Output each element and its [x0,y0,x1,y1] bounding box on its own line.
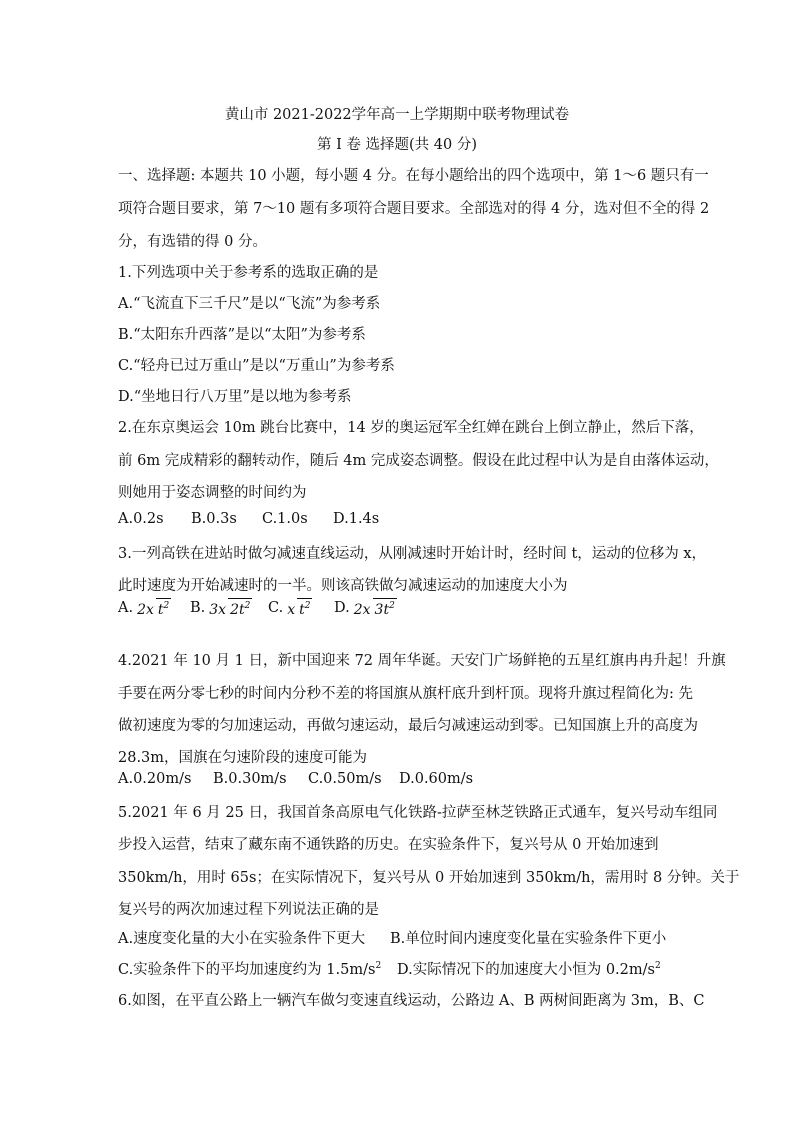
question-1-stem: 1.下列选项中关于参考系的选取正确的是 [118,265,379,281]
fraction: 2x $3t^2$ [352,598,397,618]
question-5-stem: 复兴号的两次加速过程下列说法正确的是 [118,902,379,918]
question-3-options [118,598,397,618]
fraction: 2x $t^2$ [135,598,171,618]
question-5-option-c: C.实验条件下的平均加速度约为 $1.5m/s^2$ [118,961,382,978]
instruction-line: 分，有选错的得 0 分。 [118,234,267,250]
exam-title: 黄山市 2021-2022学年高一上学期期中联考物理试卷 [224,107,570,123]
question-3-option-c: C. x $t^2$ [268,599,311,618]
question-5-option-a: A.速度变化量的大小在实验条件下更大 [118,931,366,947]
instruction-line: 项符合题目要求，第 7～10 题有多项符合题目要求。全部选对的得 4 分，选对但不全的得 2 [118,201,710,217]
question-5-stem: 350km/h，用时 65s；在实际情况下，复兴号从 0 开始加速到 350km/h，需用时 8 分钟。关于 [118,870,740,886]
question-2-stem: 2.在东京奥运会 10m 跳台比赛中，14 岁的奥运冠军全红婵在跳台上倒立静止，然后下落， [118,420,704,436]
question-2-stem: 则她用于姿态调整的时间约为 [118,485,307,501]
question-5-stem: 5.2021 年 6 月 25 日，我国首条高原电气化铁路-拉萨至林芝铁路正式通车，复兴号动车组同 [118,805,718,821]
question-3-stem: 此时速度为开始减速时的一半。则该高铁做匀减速运动的加速度大小为 [118,578,568,594]
question-5-options-row2 [118,958,661,979]
question-3-option-a: A. 2x $t^2$ [118,599,170,618]
question-4-stem: 4.2021 年 10 月 1 日，新中国迎来 72 周年华诞。天安门广场鲜艳的五星红旗冉冉升起！升旗 [118,653,726,669]
question-6-stem: 6.如图，在平直公路上一辆汽车做匀变速直线运动，公路边 A、B 两树间距离为 3m，B、C [118,993,705,1009]
question-4-option-b: B.0.30m/s [213,771,287,787]
question-5-option-d: D.实际情况下的加速度大小恒为 $0.2m/s^2$ [397,961,661,978]
question-2-options [118,511,379,527]
question-1-option-d: D.“坐地日行八万里”是以地为参考系 [118,389,352,405]
question-4-stem: 手要在两分零七秒的时间内分秒不差的将国旗从旗杆底升到杆顶。现将升旗过程简化为: 先 [118,686,693,702]
question-5-options-row1 [118,927,666,948]
question-2-option-b: B.0.3s [191,511,237,527]
question-3-stem: 3.一列高铁在进站时做匀减速直线运动，从刚减速时开始计时，经时间 t，运动的位移为 x， [118,546,707,562]
question-4-option-c: C.0.50m/s [308,771,382,787]
fraction: x $t^2$ [285,598,312,618]
question-3-option-d: D. 2x $3t^2$ [334,599,395,618]
fraction: 3x $2t^2$ [207,598,252,618]
question-4-option-a: A.0.20m/s [118,771,192,787]
section-title: 第 I 卷 选择题(共 40 分) [316,137,478,153]
question-5-option-b: B.单位时间内速度变化量在实验条件下更小 [390,931,667,947]
question-3-option-b: B. 3x $2t^2$ [190,599,251,618]
question-4-stem: 28.3m，国旗在匀速阶段的速度可能为 [118,750,368,766]
question-5-stem: 步投入运营，结束了藏东南不通铁路的历史。在实验条件下，复兴号从 0 开始加速到 [118,837,659,853]
question-1-option-c: C.“轻舟已过万重山”是以“万重山”为参考系 [118,358,395,374]
question-1-option-b: B.“太阳东升西落”是以“太阳”为参考系 [118,327,366,343]
question-2-option-c: C.1.0s [262,511,308,527]
question-4-stem: 做初速度为零的匀加速运动，再做匀速运动，最后匀减速运动到零。已知国旗上升的高度为 [118,718,698,734]
question-2-stem: 前 6m 完成精彩的翻转动作，随后 4m 完成姿态调整。假设在此过程中认为是自由落体运动， [118,453,719,469]
question-2-option-d: D.1.4s [333,511,380,527]
instruction-line: 一、选择题: 本题共 10 小题，每小题 4 分。在每小题给出的四个选项中，第 1～6 题只有一 [118,168,709,184]
question-4-options [118,771,473,787]
question-4-option-d: D.0.60m/s [399,771,474,787]
question-1-option-a: A.“飞流直下三千尺”是以“飞流”为参考系 [118,296,381,312]
question-2-option-a: A.0.2s [118,511,164,527]
